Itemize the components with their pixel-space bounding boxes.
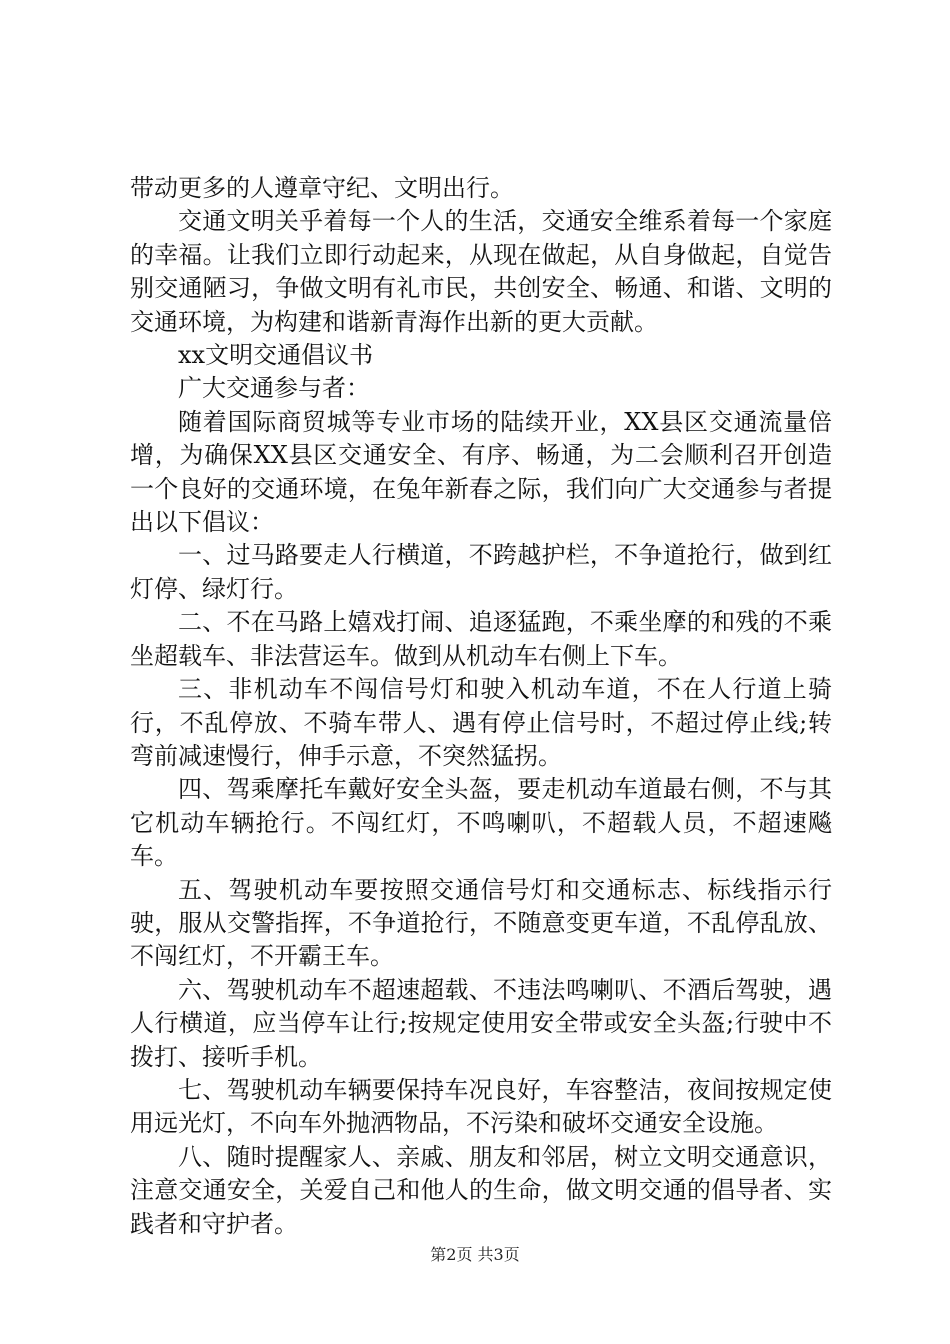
proposal-item-1: 一、过马路要走人行横道，不跨越护栏，不争道抢行，做到红灯停、绿灯行。 bbox=[130, 541, 832, 603]
proposal-item-3: 三、非机动车不闯信号灯和驶入机动车道，不在人行道上骑行，不乱停放、不骑车带人、遇有停止信号时，不超过停止线;转弯前减速慢行，伸手示意，不突然猛拐。 bbox=[130, 675, 832, 770]
page-number-footer: 第2页 共3页 bbox=[430, 1245, 520, 1264]
proposal-item-2: 二、不在马路上嬉戏打闹、追逐猛跑，不乘坐摩的和残的不乘坐超载车、非法营运车。做到从机动车右侧上下车。 bbox=[130, 608, 832, 670]
document-subtitle: xx文明交通倡议书 bbox=[178, 341, 374, 370]
paragraph: 交通文明关乎着每一个人的生活，交通安全维系着每一个家庭的幸福。让我们立即行动起来，从现在做起，从自身做起，自觉告别交通陋习，争做文明有礼市民，共创安全、畅通、和谐、文明的交通环境，为构建和谐新青海作出新的更大贡献。 bbox=[130, 207, 832, 336]
paragraph: 随着国际商贸城等专业市场的陆续开业，XX县区交通流量倍增，为确保XX县区交通安全、有序、畅通，为二会顺利召开创造一个良好的交通环境，在兔年新春之际，我们向广大交通参与者提出以下倡议： bbox=[130, 407, 832, 537]
proposal-item-5: 五、驾驶机动车要按照交通信号灯和交通标志、标线指示行驶，服从交警指挥，不争道抢行，不随意变更车道，不乱停乱放、不闯红灯，不开霸王车。 bbox=[130, 875, 832, 971]
proposal-item-8: 八、随时提醒家人、亲戚、朋友和邻居，树立文明交通意识，注意交通安全，关爱自己和他人的生命，做文明交通的倡导者、实践者和守护者。 bbox=[130, 1142, 832, 1238]
proposal-item-7: 七、驾驶机动车辆要保持车况良好，车容整洁，夜间按规定使用远光灯，不向车外抛洒物品，不污染和破坏交通安全设施。 bbox=[130, 1075, 832, 1138]
document-body bbox=[130, 172, 832, 1241]
salutation: 广大交通参与者： bbox=[178, 374, 370, 403]
paragraph: 带动更多的人遵章守纪、文明出行。 bbox=[130, 174, 514, 202]
proposal-item-4: 四、驾乘摩托车戴好安全头盔，要走机动车道最右侧，不与其它机动车辆抢行。不闯红灯，不鸣喇叭，不超载人员，不超速飚车。 bbox=[130, 775, 832, 871]
proposal-item-6: 六、驾驶机动车不超速超载、不违法鸣喇叭、不酒后驾驶，遇人行横道，应当停车让行;按规定使用安全带或安全头盔;行驶中不拨打、接听手机。 bbox=[130, 975, 832, 1071]
